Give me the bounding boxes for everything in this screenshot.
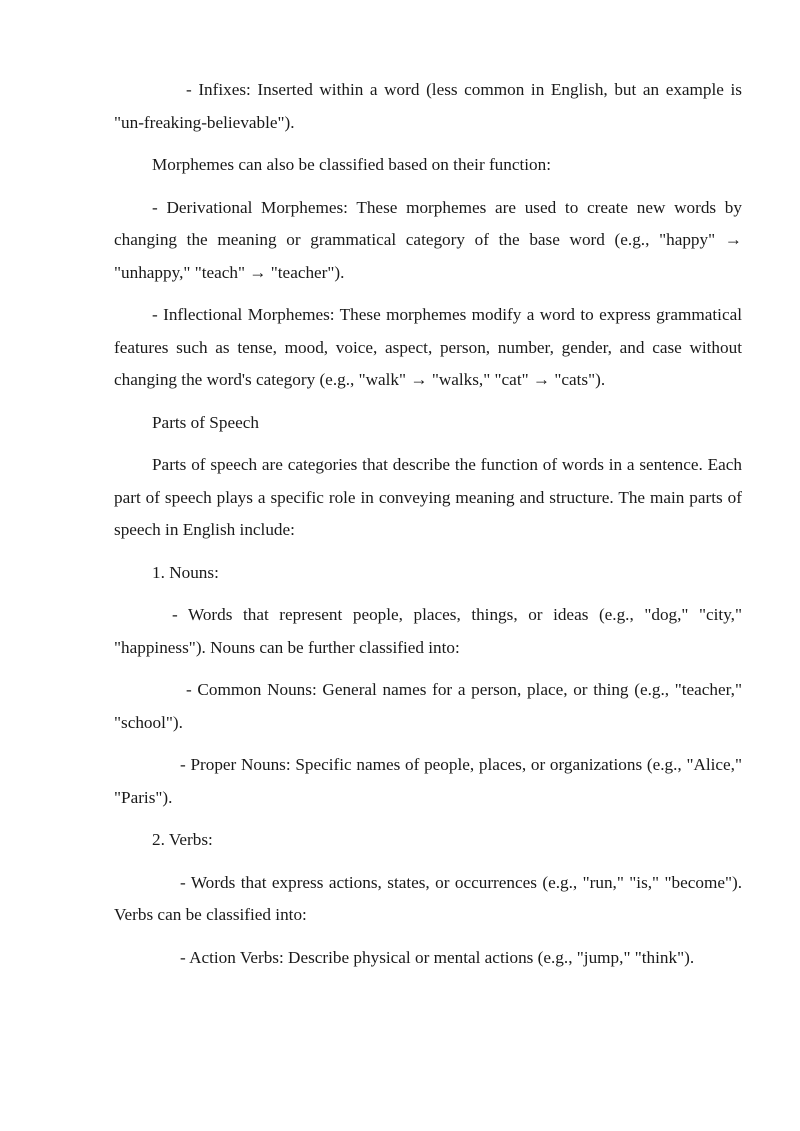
list-item-nouns: 1. Nouns:	[152, 562, 219, 582]
paragraph-verbs-definition: - Words that express actions, states, or occurrences (e.g., "run," "is," "become"). Verbs can be classified into:	[114, 872, 742, 924]
paragraph-common-nouns: - Common Nouns: General names for a person, place, or thing (e.g., "teacher," "school").	[114, 680, 742, 732]
paragraph-infixes: - Infixes: Inserted within a word (less common in English, but an example is "un-freaking-believable").	[114, 80, 742, 132]
paragraph-morpheme-function: Morphemes can also be classified based on their function:	[152, 155, 552, 174]
paragraph-proper-nouns: - Proper Nouns: Specific names of people, places, or organizations (e.g., "Alice," "Paris").	[114, 755, 742, 807]
paragraph-inflectional: - Inflectional Morphemes: These morphemes modify a word to express grammatical features such as tense, mood, voice, aspect, person, number, gender, and case without changing the word's category (e.g., "walk" → "walks," "cat" → "cats").	[114, 305, 742, 389]
document-page	[114, 74, 742, 974]
paragraph-action-verbs: - Action Verbs: Describe physical or mental actions (e.g., "jump," "think").	[180, 947, 695, 967]
paragraph-nouns-definition: - Words that represent people, places, things, or ideas (e.g., "dog," "city," "happiness"). Nouns can be further classified into:	[114, 605, 742, 657]
paragraph-parts-of-speech-intro: Parts of speech are categories that describe the function of words in a sentence. Each part of speech plays a specific role in conveying meaning and structure. The main parts of speech in English include:	[114, 455, 742, 539]
section-heading-parts-of-speech: Parts of Speech	[152, 412, 259, 432]
paragraph-derivational: - Derivational Morphemes: These morphemes are used to create new words by changing the meaning or grammatical category of the base word (e.g., "happy" → "unhappy," "teach" → "teacher").	[114, 197, 742, 282]
list-item-verbs: 2. Verbs:	[152, 830, 213, 849]
